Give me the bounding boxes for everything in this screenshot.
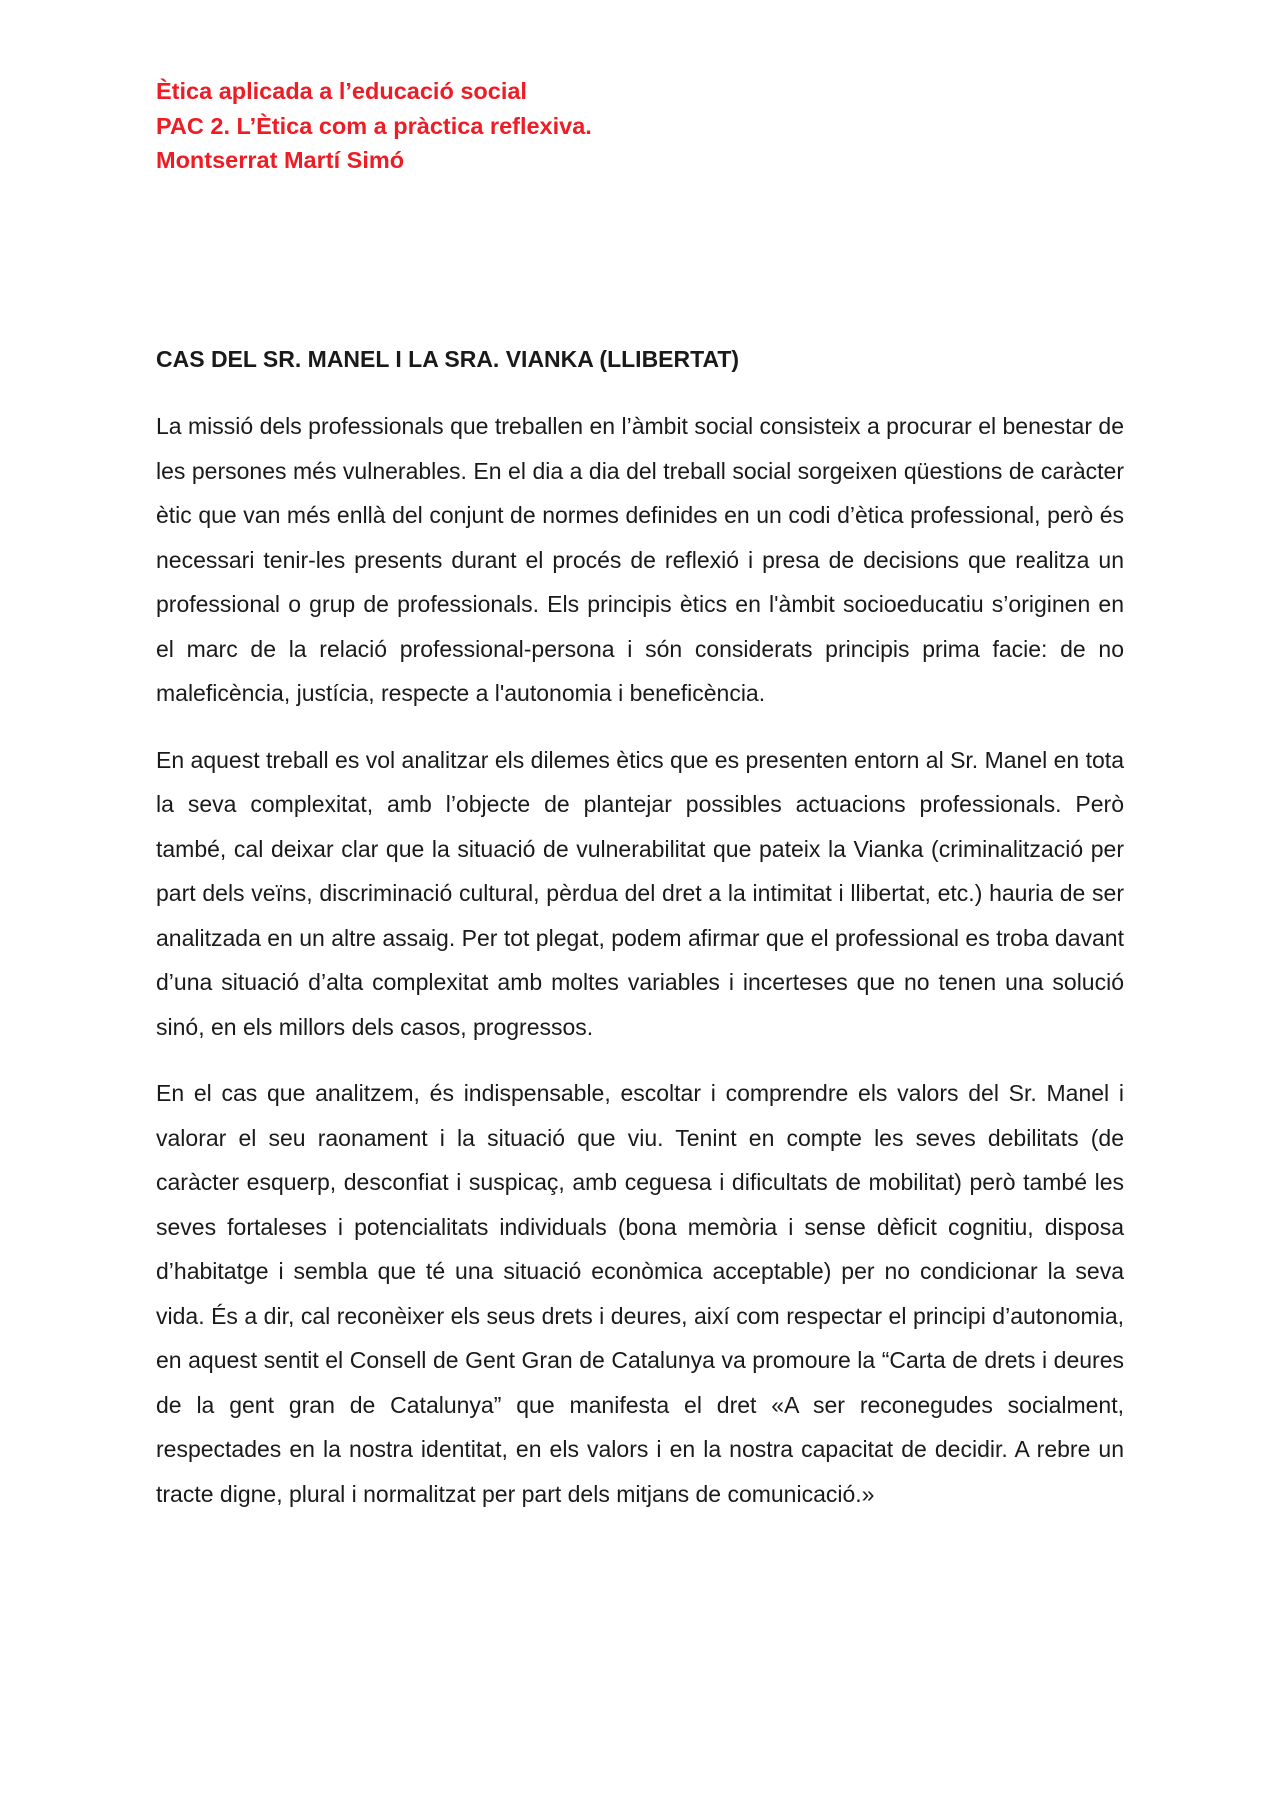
case-title: CAS DEL SR. MANEL I LA SRA. VIANKA (LLIBERTAT) bbox=[156, 346, 740, 372]
document-header bbox=[156, 74, 1124, 178]
paragraph-analysis: En aquest treball es vol analitzar els dilemes ètics que es presenten entorn al Sr. Manel en tota la seva complexitat, amb l’objecte de plantejar possibles actuacions professionals. Però també, cal deixar clar que la situació de vulnerabilitat que pateix la Vianka (criminalització per part dels veïns, discriminació cultural, pèrdua del dret a la intimitat i llibertat, etc.) hauria de ser analitzada en un altre assaig. Per tot plegat, podem afirmar que el professional es troba davant d’una situació d’alta complexitat amb moltes variables i incerteses que no tenen una solució sinó, en els millors dels casos, progressos. bbox=[156, 746, 1124, 1040]
document-body bbox=[156, 404, 1124, 1538]
paragraph-intro: La missió dels professionals que treballen en l’àmbit social consisteix a procurar el benestar de les persones més vulnerables. En el dia a dia del treball social sorgeixen qüestions de caràcter ètic que van més enllà del conjunt de normes definides en un codi d’ètica professional, però és necessari tenir-les presents durant el procés de reflexió i presa de decisions que realitza un professional o grup de professionals. Els principis ètics en l'àmbit socioeducatiu s’originen en el marc de la relació professional-persona i són considerats principis prima facie: de no maleficència, justícia, respecte a l'autonomia i beneficència. bbox=[156, 413, 1124, 706]
author-name: Montserrat Martí Simó bbox=[156, 147, 405, 173]
course-title: Ètica aplicada a l’educació social bbox=[156, 78, 527, 104]
assignment-title: PAC 2. L’Ètica com a pràctica reflexiva. bbox=[156, 112, 592, 139]
paragraph-case: En el cas que analitzem, és indispensable, escoltar i comprendre els valors del Sr. Manel i valorar el seu raonament i la situació que viu. Tenint en compte les seves debilitats (de caràcter esquerp, desconfiat i suspicaç, amb ceguesa i dificultats de mobilitat) però també les seves fortaleses i potencialitats individuals (bona memòria i sense dèficit cognitiu, disposa d’habitatge i sembla que té una situació econòmica acceptable) per no condicionar la seva vida. És a dir, cal reconèixer els seus drets i deures, així com respectar el principi d’autonomia, en aquest sentit el Consell de Gent Gran de Catalunya va promoure la “Carta de drets i deures de la gent gran de Catalunya” que manifesta el dret «A ser reconegudes socialment, respectades en la nostra identitat, en els valors i en la nostra capacitat de decidir. A rebre un tracte digne, plural i normalitzat per part dels mitjans de comunicació.» bbox=[156, 1080, 1124, 1507]
